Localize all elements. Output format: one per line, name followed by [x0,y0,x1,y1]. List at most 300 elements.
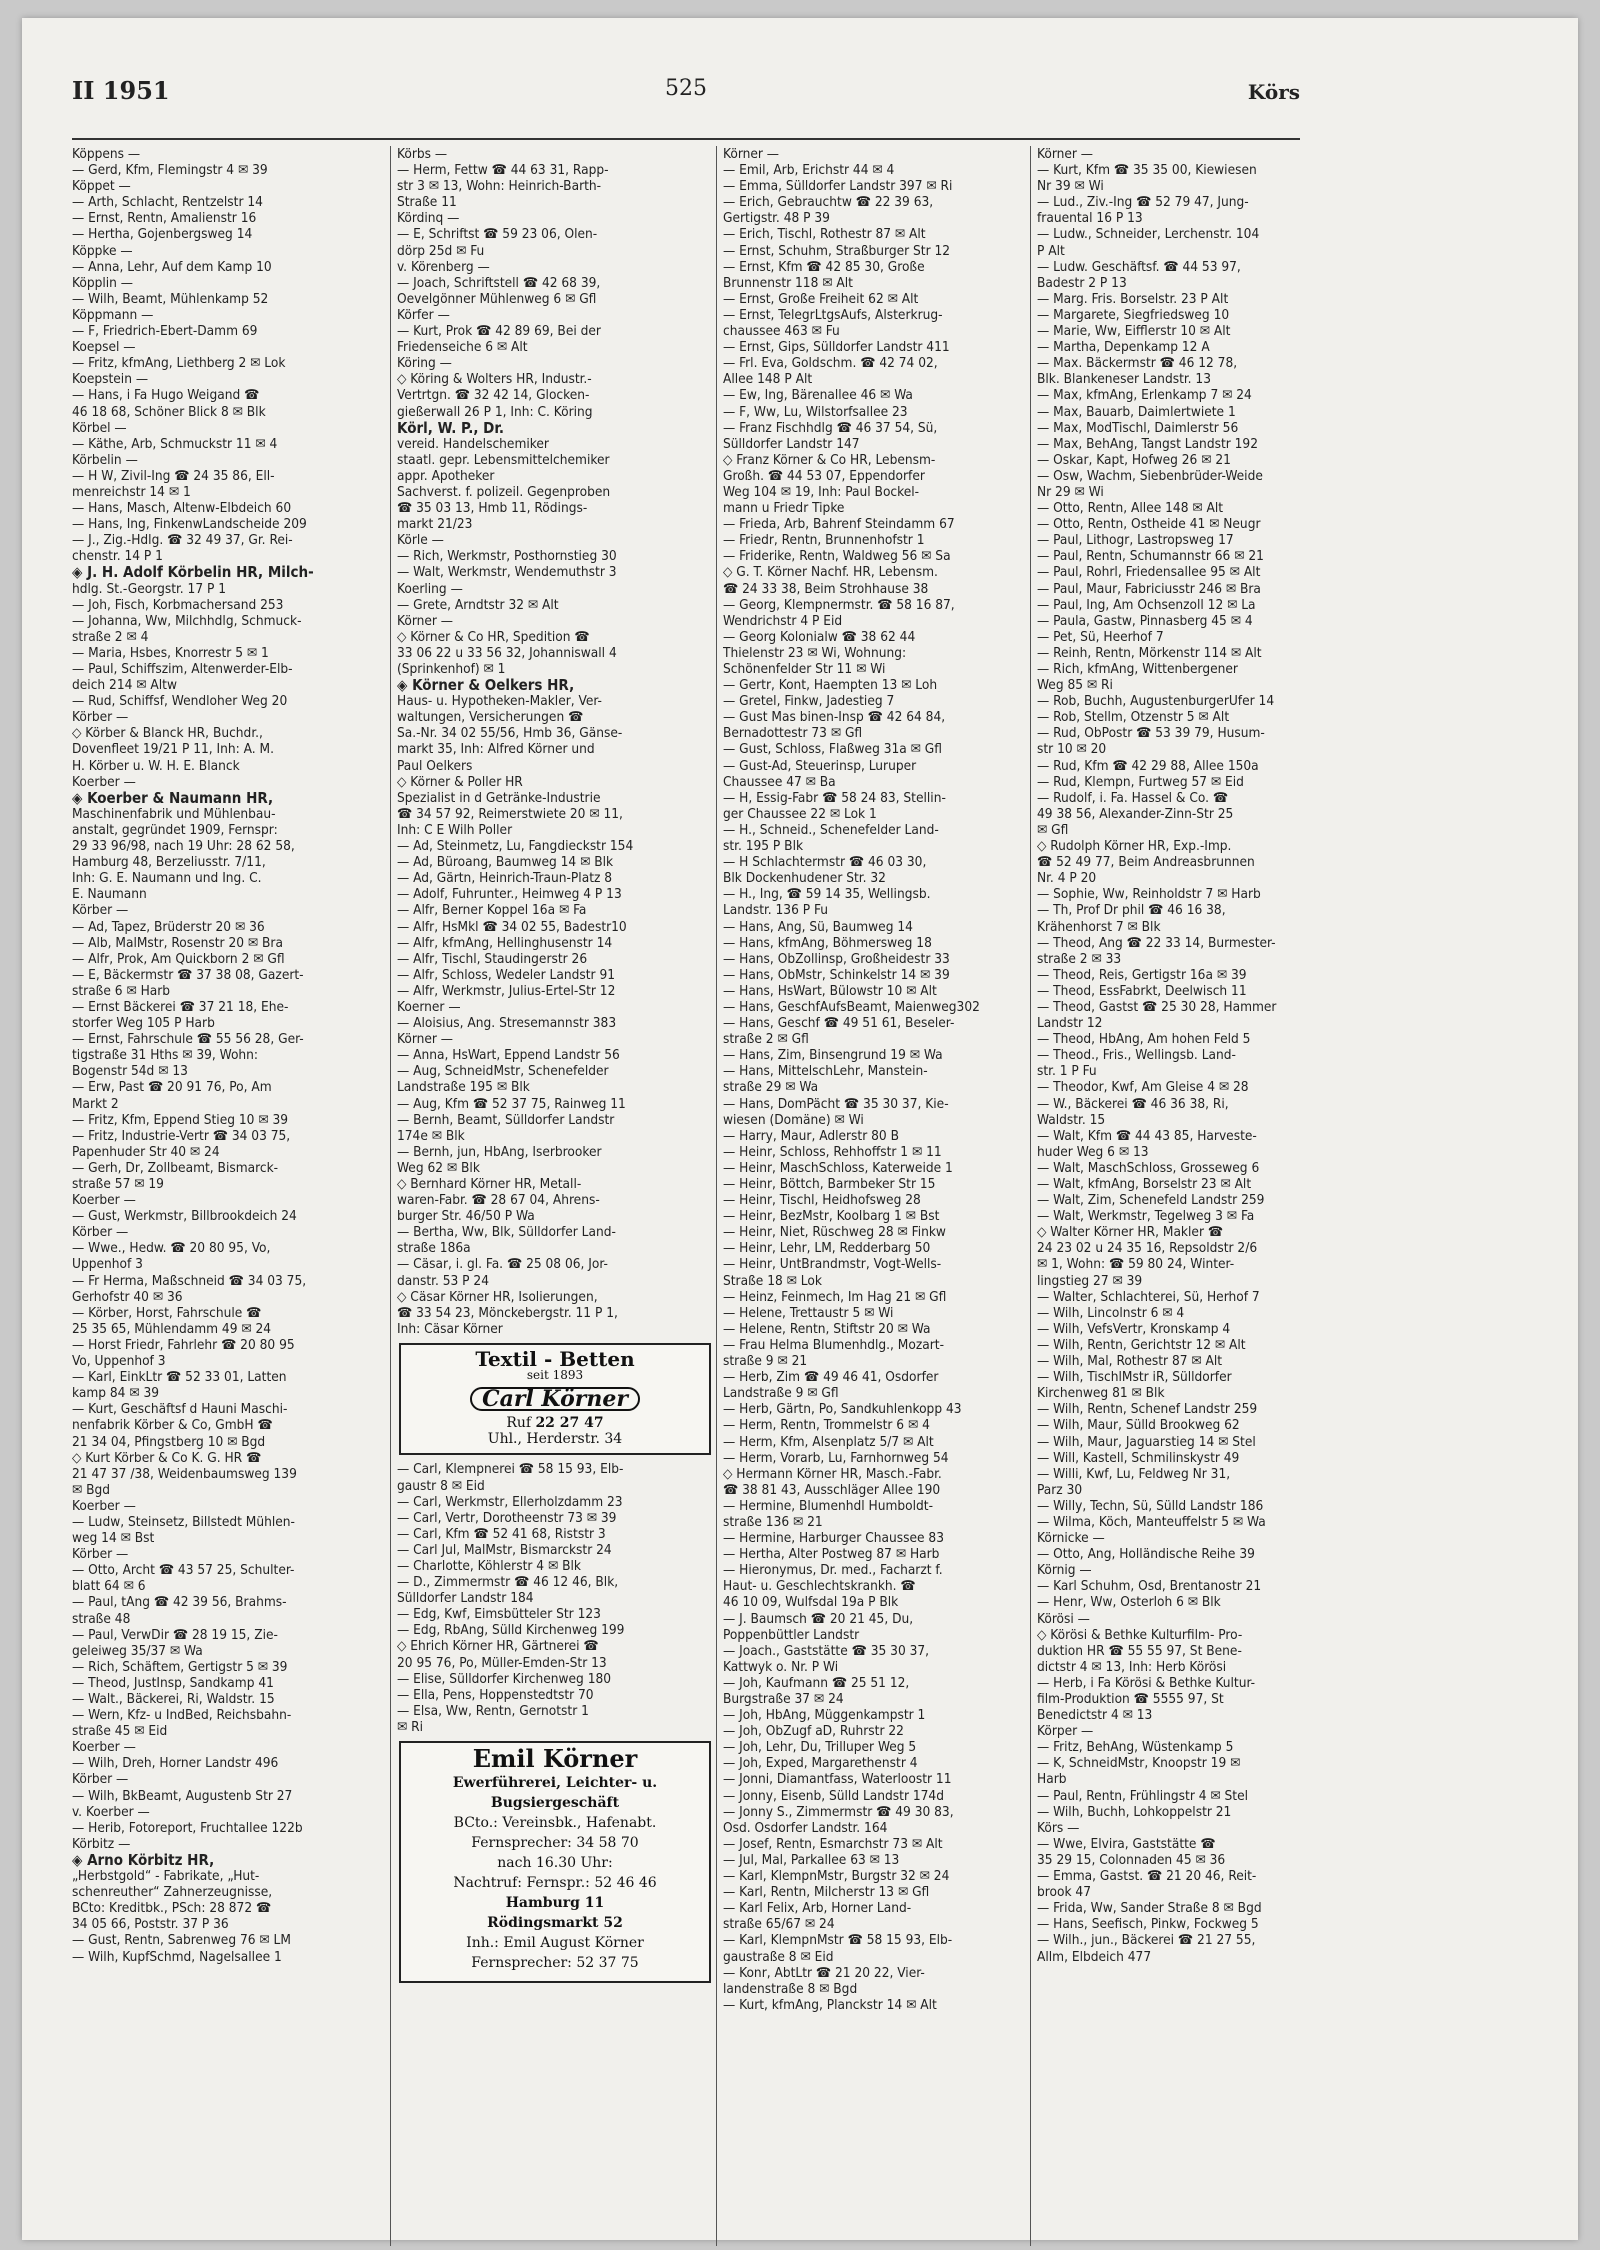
directory-entry: — Alfr, HsMkl ☎ 34 02 55, Badestr10 [397,918,627,935]
directory-entry: chenstr. 14 P 1 [72,548,163,565]
directory-entry: 25 35 65, Mühlendamm 49 ✉ 24 [72,1320,272,1337]
directory-entry: H. Körber u. W. H. E. Blanck [72,757,240,774]
directory-entry: — Ad, Steinmetz, Lu, Fangdieckstr 154 [397,838,634,855]
directory-entry: Kördinq — [397,210,460,227]
directory-entry: ger Chaussee 22 ✉ Lok 1 [723,805,877,822]
directory-entry: Badestr 2 P 13 [1037,274,1127,291]
directory-entry: Straße 18 ✉ Lok [723,1272,822,1289]
directory-entry: — Hans, Geschf ☎ 49 51 61, Beseler- [723,1015,955,1032]
directory-entry: Körl, W. P., Dr. [397,419,504,436]
directory-entry: — H W, Zivil-Ing ☎ 24 35 86, Ell- [72,467,275,484]
directory-entry: Koerber — [72,1497,136,1514]
directory-entry: — Theodor, Kwf, Am Gleise 4 ✉ 28 [1037,1079,1249,1096]
directory-entry: huder Weg 6 ✉ 13 [1037,1143,1149,1160]
directory-entry: Gertigstr. 48 P 39 [723,210,830,227]
directory-entry: Spezialist in d Getränke-Industrie [397,789,601,806]
ad-address: Uhl., Herderstr. 34 [487,1431,623,1448]
directory-entry: — Wilh., jun., Bäckerei ☎ 21 27 55, [1037,1932,1256,1949]
directory-entry: — Max, BehAng, Tangst Landstr 192 [1037,435,1258,452]
directory-entry: hdlg. St.-Georgstr. 17 P 1 [72,580,227,597]
directory-entry: Burgstraße 37 ✉ 24 [723,1691,844,1707]
directory-entry: Chaussee 47 ✉ Ba [723,773,836,790]
ad-line: Nachtruf: Fernspr.: 52 46 46 [453,1875,657,1892]
directory-entry: — Wilh, Rentn, Schenef Landstr 259 [1037,1401,1258,1418]
directory-entry: — J. Baumsch ☎ 20 21 45, Du, [723,1610,914,1627]
ad-line: Fernsprecher: 34 58 70 [471,1835,639,1852]
directory-entry: ☎ 34 57 92, Reimerstwiete 20 ✉ 11, [397,805,623,822]
directory-entry: ◇ Körösi & Bethke Kulturfilm- Pro- [1037,1626,1243,1643]
directory-entry: wiesen (Domäne) ✉ Wi [723,1111,864,1128]
directory-entry: ◇ Hermann Körner HR, Masch.-Fabr. [723,1465,942,1482]
directory-entry: landenstraße 8 ✉ Bgd [723,1980,858,1997]
directory-entry: — Heinr, UntBrandmstr, Vogt-Wells- [723,1256,942,1273]
directory-entry: — Wilh, BkBeamt, Augustenb Str 27 [72,1787,293,1804]
directory-entry: — Joh, HbAng, Müggenkampstr 1 [723,1707,926,1724]
directory-entry: Körnig — [1037,1562,1092,1579]
directory-entry: waren-Fabr. ☎ 28 67 04, Ahrens- [397,1192,600,1209]
directory-entry: 46 18 68, Schöner Blick 8 ✉ Blk [72,403,266,420]
directory-entry: ◇ Bernhard Körner HR, Metall- [397,1176,582,1192]
directory-entry: — Erich, Tischl, Rothestr 87 ✉ Alt [723,226,926,243]
directory-entry: deich 214 ✉ Altw [72,677,177,694]
directory-entry: — Kurt, kfmAng, Planckstr 14 ✉ Alt [723,1996,937,2013]
directory-entry: straße 186a [397,1240,471,1257]
directory-entry: — Edg, RbAng, Sülld Kirchenweg 199 [397,1622,625,1639]
directory-entry: — Paul, Rentn, Frühlingstr 4 ✉ Stel [1037,1787,1249,1804]
directory-entry: Bogenstr 54d ✉ 13 [72,1063,188,1080]
directory-entry: Koerber — [72,773,136,790]
directory-entry: — Wilh, Lincolnstr 6 ✉ 4 [1037,1304,1185,1321]
directory-entry: geleiweg 35/37 ✉ Wa [72,1642,203,1659]
directory-entry: 33 06 22 u 33 56 32, Johanniswall 4 [397,644,617,661]
directory-entry: Köring — [397,355,452,372]
directory-entry: — Alfr, Werkmstr, Julius-Ertel-Str 12 [397,982,616,999]
directory-entry: — Karl Schuhm, Osd, Brentanostr 21 [1037,1578,1262,1595]
directory-entry: — Fritz, kfmAng, Liethberg 2 ✉ Lok [72,355,286,372]
column-3 [716,146,1029,2246]
directory-entry: ◇ Rudolph Körner HR, Exp.-Imp. [1037,838,1232,855]
directory-entry: straße 136 ✉ 21 [723,1513,823,1530]
directory-entry: P Alt [1037,242,1065,259]
directory-entry: — Fritz, Industrie-Vertr ☎ 34 03 75, [72,1127,291,1144]
directory-entry: — Adolf, Fuhrunter., Heimweg 4 P 13 [397,886,622,903]
directory-entry: Körbelin — [72,451,138,468]
directory-entry: — Walt, Werkmstr, Tegelweg 3 ✉ Fa [1037,1208,1255,1225]
directory-entry: — Wilh, Rentn, Gerichtstr 12 ✉ Alt [1037,1336,1246,1353]
directory-entry: blatt 64 ✉ 6 [72,1578,146,1595]
page-header [72,76,1300,116]
directory-entry: Krähenhorst 7 ✉ Blk [1037,918,1161,935]
directory-entry: gießerwall 26 P 1, Inh: C. Köring [397,403,593,420]
directory-entry: Paul Oelkers [397,757,473,774]
directory-entry: — Fr Herma, Maßschneid ☎ 34 03 75, [72,1272,307,1289]
directory-entry: — Paul, tAng ☎ 42 39 56, Brahms- [72,1594,287,1611]
directory-entry: burger Str. 46/50 P Wa [397,1208,535,1225]
directory-entry: — Alfr, Prok, Am Quickborn 2 ✉ Gfl [72,950,285,967]
directory-entry: — Wilh, Beamt, Mühlenkamp 52 [72,290,269,307]
directory-entry: frauental 16 P 13 [1037,210,1143,227]
directory-entry: — Walt, kfmAng, Borselstr 23 ✉ Alt [1037,1176,1252,1192]
directory-entry: Haut- u. Geschlechtskrankh. ☎ [723,1578,916,1595]
directory-entry: Wendrichstr 4 P Eid [723,612,843,629]
directory-entry: — Frieda, Arb, Bahrenf Steindamm 67 [723,516,955,533]
directory-entry: Landstraße 9 ✉ Gfl [723,1385,839,1402]
directory-entry: Körper — [1037,1723,1094,1740]
directory-entry: — Theod, JustInsp, Sandkamp 41 [72,1674,274,1691]
directory-entry: — Wwe., Hedw. ☎ 20 80 95, Vo, [72,1240,271,1257]
directory-entry: — Friedr, Rentn, Brunnenhofstr 1 [723,532,925,549]
directory-entry: Nr 29 ✉ Wi [1037,483,1104,500]
directory-entry: — Emma, Sülldorfer Landstr 397 ✉ Ri [723,178,953,195]
directory-entry: — Hans, DomPächt ☎ 35 30 37, Kie- [723,1095,949,1112]
directory-entry: — Max, kfmAng, Erlenkamp 7 ✉ 24 [1037,387,1252,404]
directory-entry: Nr 39 ✉ Wi [1037,178,1104,195]
directory-entry: — Franz Fischhdlg ☎ 46 37 54, Sü, [723,419,938,436]
directory-entry: — Paul, Rentn, Schumannstr 66 ✉ 21 [1037,548,1264,565]
ad-title: Emil Körner [472,1744,638,1773]
directory-entry: film-Produktion ☎ 5555 97, St [1037,1691,1224,1707]
directory-entry: Körnicke — [1037,1530,1105,1547]
directory-entry: gaustr 8 ✉ Eid [397,1477,485,1494]
directory-entry: — Grete, Arndtstr 32 ✉ Alt [397,596,559,613]
directory-entry: str. 1 P Fu [1037,1063,1097,1080]
directory-entry: — Reinh, Rentn, Mörkenstr 114 ✉ Alt [1037,644,1262,661]
directory-entry: Koerling — [397,580,463,597]
column-2 [390,146,715,2246]
directory-entry: — Ernst, Gips, Sülldorfer Landstr 411 [723,339,950,356]
directory-entry: Bernadottestr 73 ✉ Gfl [723,725,863,742]
directory-entry: Koepsel — [72,339,136,356]
directory-entry: Vo, Uppenhof 3 [72,1353,166,1370]
directory-entry: Weg 62 ✉ Blk [397,1159,480,1176]
directory-entry: — Körber, Horst, Fahrschule ☎ [72,1304,262,1321]
directory-entry: — Joach, Schriftstell ☎ 42 68 39, [397,274,601,291]
directory-entry: ✉ Ri [397,1718,424,1735]
directory-entry: — Kurt, Prok ☎ 42 89 69, Bei der [397,323,601,340]
directory-entry: ✉ Gfl [1037,821,1069,838]
directory-entry: str 10 ✉ 20 [1037,741,1107,758]
directory-entry: — Cäsar, i. gl. Fa. ☎ 25 08 06, Jor- [397,1256,608,1273]
ad-line: Hamburg 11 [505,1895,605,1912]
directory-entry: straße 2 ✉ 33 [1037,950,1122,967]
ad-title: Textil - Betten [475,1346,635,1371]
directory-entry: Körbs — [397,146,448,162]
directory-entry: — Bernh, Beamt, Sülldorfer Landstr [397,1111,615,1128]
directory-entry: — Horst Friedr, Fahrlehr ☎ 20 80 95 [72,1336,295,1353]
directory-entry: — Rud, Schiffsf, Wendloher Weg 20 [72,693,288,710]
directory-entry: Osd. Osdorfer Landstr. 164 [723,1819,888,1836]
ad-emil-koerner [399,1741,711,1983]
directory-entry: — Heinr, MaschSchloss, Katerweide 1 [723,1159,953,1176]
directory-entry: — Wilh, TischlMstr iR, Sülldorfer [1037,1369,1232,1386]
directory-entry: — Georg, Klempnermstr. ☎ 58 16 87, [723,596,955,613]
directory-entry: straße 45 ✉ Eid [72,1723,168,1740]
directory-entry: Benedictstr 4 ✉ 13 [1037,1707,1153,1724]
directory-entry: — Hans, Seefisch, Pinkw, Fockweg 5 [1037,1916,1259,1933]
directory-entry: — Ernst Bäckerei ☎ 37 21 18, Ehe- [72,998,289,1015]
directory-entry: Allm, Elbdeich 477 [1037,1948,1152,1965]
directory-entry: — Theod, Reis, Gertigstr 16a ✉ 39 [1037,966,1247,983]
directory-entry: — Herb, Gärtn, Po, Sandkuhlenkopp 43 [723,1401,962,1418]
directory-entry: — Hans, ObZollinsp, Großheidestr 33 [723,950,950,967]
section-year: II 1951 [72,76,170,105]
directory-entry: — Elise, Sülldorfer Kirchenweg 180 [397,1670,612,1687]
directory-entry: — Rich, Werkmstr, Posthornstieg 30 [397,548,617,565]
directory-entry: ☎ 35 03 13, Hmb 11, Rödings- [397,500,588,517]
directory-entry: Köppens — [72,146,141,162]
directory-entry: str 3 ✉ 13, Wohn: Heinrich-Barth- [397,178,602,195]
directory-entry: — Ella, Pens, Hoppenstedtstr 70 [397,1686,594,1703]
directory-entry: vereid. Handelschemiker [397,435,549,452]
directory-entry: — Frau Helma Blumenhdlg., Mozart- [723,1336,944,1353]
directory-entry: — Aug, SchneidMstr, Schenefelder [397,1063,609,1080]
directory-entry: Körber — [72,902,129,919]
ad-line: Ewerführerei, Leichter- u. [452,1775,658,1792]
directory-entry: — Gertr, Kont, Haempten 13 ✉ Loh [723,677,938,694]
directory-entry: — Gust, Rentn, Sabrenweg 76 ✉ LM [72,1932,291,1949]
directory-entry: Körbel — [72,419,127,436]
directory-entry: — Otto, Rentn, Ostheide 41 ✉ Neugr [1037,516,1261,533]
directory-entry: Markt 2 [72,1095,119,1112]
directory-entry: Brunnenstr 118 ✉ Alt [723,274,853,291]
directory-entry: — Hans, Masch, Altenw-Elbdeich 60 [72,500,292,517]
directory-entry: — Wilh, KupfSchmd, Nagelsallee 1 [72,1948,282,1965]
directory-entry: Straße 11 [397,194,457,211]
ad-line: Rödingsmarkt 52 [487,1915,623,1932]
directory-entry: — Ernst, Kfm ☎ 42 85 30, Große [723,258,925,275]
directory-entry: menreichstr 14 ✉ 1 [72,483,191,500]
directory-entry: Körösi — [1037,1610,1090,1627]
directory-entry: Körber — [72,709,129,726]
directory-entry: — Joh, Exped, Margarethenstr 4 [723,1755,918,1772]
directory-entry: Weg 85 ✉ Ri [1037,677,1113,694]
directory-entry: 21 47 37 /38, Weidenbaumsweg 139 [72,1465,297,1482]
directory-entry: Kattwyk o. Nr. P Wi [723,1658,839,1675]
directory-entry: ✉ 1, Wohn: ☎ 59 80 24, Winter- [1037,1256,1235,1273]
directory-entry: Köppet — [72,178,131,195]
directory-entry: — Paul, Lithogr, Lastropsweg 17 [1037,532,1234,549]
directory-entry: — H., Schneid., Schenefelder Land- [723,821,939,838]
directory-entry: — Hans, GeschfAufsBeamt, Maienweg302 [723,998,980,1015]
directory-entry: — Carl, Klempnerei ☎ 58 15 93, Elb- [397,1461,624,1478]
directory-entry: — Wilh, Dreh, Horner Landstr 496 [72,1755,279,1772]
directory-entry: — Ernst, Fahrschule ☎ 55 56 28, Ger- [72,1031,304,1048]
directory-entry: Landstr 12 [1037,1015,1103,1032]
directory-entry: Harb [1037,1771,1067,1788]
directory-entry: Koerber — [72,1739,136,1756]
directory-entry: Körber — [72,1771,129,1788]
directory-entry: — Rudolf, i. Fa. Hassel & Co. ☎ [1037,789,1229,806]
directory-entry: Körner — [723,146,780,162]
directory-entry: straße 57 ✉ 19 [72,1176,164,1192]
column-1 [72,146,394,2246]
directory-entry: straße 2 ✉ Gfl [723,1031,809,1048]
directory-entry: — Carl, Kfm ☎ 52 41 68, Riststr 3 [397,1525,606,1542]
directory-entry: 20 95 76, Po, Müller-Emden-Str 13 [397,1654,607,1671]
directory-entry: ☎ 38 81 43, Ausschläger Allee 190 [723,1481,941,1498]
directory-entry: — Elsa, Ww, Rentn, Gernotstr 1 [397,1702,589,1719]
directory-entry: — Hieronymus, Dr. med., Facharzt f. [723,1562,943,1579]
directory-entry: — Heinr, Tischl, Heidhofsweg 28 [723,1192,921,1209]
directory-entry: nenfabrik Körber & Co, GmbH ☎ [72,1417,273,1434]
directory-entry: — Willi, Kwf, Lu, Feldweg Nr 31, [1037,1465,1231,1482]
directory-entry: — Gust Mas binen-Insp ☎ 42 64 84, [723,709,946,726]
directory-entry: anstalt, gegründet 1909, Fernspr: [72,821,278,838]
directory-entry: — Paul, Ing, Am Ochsenzoll 12 ✉ La [1037,596,1256,613]
directory-entry: — Charlotte, Köhlerstr 4 ✉ Blk [397,1557,581,1574]
directory-entry: — Georg Kolonialw ☎ 38 62 44 [723,628,916,645]
directory-entry: — Jonny S., Zimmermstr ☎ 49 30 83, [723,1803,954,1820]
directory-entry: — Alfr, Schloss, Wedeler Landstr 91 [397,966,616,983]
ad-line: nach 16.30 Uhr: [497,1855,613,1872]
directory-entry: — Willy, Techn, Sü, Sülld Landstr 186 [1037,1497,1264,1514]
directory-entry: Blk Dockenhudener Str. 32 [723,870,886,887]
directory-entry: — Walt, Kfm ☎ 44 43 85, Harveste- [1037,1127,1257,1144]
directory-entry: — Helene, Trettaustr 5 ✉ Wi [723,1304,894,1321]
directory-entry: straße 29 ✉ Wa [723,1079,819,1096]
header-rule [72,138,1300,140]
directory-entry: — Theod., Fris., Wellingsb. Land- [1037,1047,1236,1064]
directory-entry: — Bernh, jun, HbAng, Iserbrooker [397,1143,602,1160]
directory-entry: 35 29 15, Colonnaden 45 ✉ 36 [1037,1851,1226,1868]
directory-entry: — Ludw. Geschäftsf. ☎ 44 53 97, [1037,258,1241,275]
directory-entry: — Wwe, Elvira, Gaststätte ☎ [1037,1835,1216,1852]
directory-entry: ◇ Körber & Blanck HR, Buchdr., [72,725,263,742]
directory-entry: — Heinr, Lehr, LM, Redderbarg 50 [723,1240,931,1257]
directory-entry: — Hans, Ang, Sü, Baumweg 14 [723,918,913,935]
directory-entry: — F, Friedrich-Ebert-Damm 69 [72,323,258,340]
directory-entry: Poppenbüttler Landstr [723,1626,860,1643]
directory-entry: Weg 104 ✉ 19, Inh: Paul Bockel- [723,483,920,500]
directory-entry: — Herm, Rentn, Trommelstr 6 ✉ 4 [723,1417,930,1434]
directory-entry: — Ernst, TelegrLtgsAufs, Alsterkrug- [723,306,943,323]
directory-entry: — Max, Bauarb, Daimlertwiete 1 [1037,403,1236,420]
directory-entry: Parz 30 [1037,1481,1083,1498]
ad-line: Inh.: Emil August Körner [466,1935,644,1952]
directory-entry: 24 23 02 u 24 35 16, Repsoldstr 2/6 [1037,1240,1258,1257]
directory-entry: Vertrtgn. ☎ 32 42 14, Glocken- [397,387,590,404]
directory-entry: 29 33 96/98, nach 19 Uhr: 28 62 58, [72,838,295,855]
directory-entry: — Emma, Gastst. ☎ 21 20 46, Reit- [1037,1868,1257,1885]
directory-entry: — Th, Prof Dr phil ☎ 46 16 38, [1037,902,1226,919]
directory-entry: — Marie, Ww, Eifflerstr 10 ✉ Alt [1037,323,1231,340]
directory-entry: — Walter, Schlachterei, Sü, Herhof 7 [1037,1288,1260,1305]
directory-entry: — Herm, Fettw ☎ 44 63 31, Rapp- [397,162,609,179]
directory-entry: — Hans, ObMstr, Schinkelstr 14 ✉ 39 [723,966,950,983]
directory-entry: — Karl, EinkLtr ☎ 52 33 01, Latten [72,1369,287,1386]
directory-entry: BCto: Kreditbk., PSch: 28 872 ☎ [72,1900,272,1917]
directory-entry: — Hans, Ing, FinkenwLandscheide 209 [72,516,307,533]
directory-entry: — Carl Jul, MalMstr, Bismarckstr 24 [397,1541,612,1558]
directory-entry: — Wilh, Mal, Rothestr 87 ✉ Alt [1037,1353,1223,1370]
directory-entry: Papenhuder Str 40 ✉ 24 [72,1143,220,1160]
directory-entry: — Herm, Kfm, Alsenplatz 5/7 ✉ Alt [723,1433,934,1450]
directory-entry: Dovenfleet 19/21 P 11, Inh: A. M. [72,741,274,758]
directory-entry: Großh. ☎ 44 53 07, Eppendorfer [723,467,925,484]
directory-entry: — Ad, Büroang, Baumweg 14 ✉ Blk [397,854,614,871]
brand-logo: Carl Körner [470,1387,640,1411]
directory-entry: — Jul, Mal, Parkallee 63 ✉ 13 [723,1851,900,1868]
directory-entry: — Heinr, Schloss, Rehhoffstr 1 ✉ 11 [723,1143,942,1160]
directory-entry: — Gerh, Dr, Zollbeamt, Bismarck- [72,1159,279,1176]
directory-entry: — Paula, Gastw, Pinnasberg 45 ✉ 4 [1037,612,1253,629]
directory-entry: — Max, ModTischl, Daimlerstr 56 [1037,419,1239,436]
directory-entry: Uppenhof 3 [72,1256,143,1273]
directory-entry: Körs — [1037,1819,1080,1836]
directory-entry: ☎ 52 49 77, Beim Andreasbrunnen [1037,854,1255,871]
directory-entry: — H., Ing, ☎ 59 14 35, Wellingsb. [723,886,931,903]
directory-entry: — Paul, Maur, Fabriciusstr 246 ✉ Bra [1037,580,1261,597]
ad-line: Bugsiergeschäft [490,1795,620,1812]
directory-entry: — Theod, Ang ☎ 22 33 14, Burmester- [1037,934,1276,951]
directory-entry: — Oskar, Kapt, Hofweg 26 ✉ 21 [1037,451,1231,468]
directory-entry: Hamburg 48, Berzeliusstr. 7/11, [72,854,266,871]
directory-entry: ◇ Kurt Körber & Co K. G. HR ☎ [72,1449,262,1466]
directory-entry: — Ludw, Steinsetz, Billstedt Mühlen- [72,1513,295,1530]
directory-entry: — Friderike, Rentn, Waldweg 56 ✉ Sa [723,548,951,565]
directory-entry: duktion HR ☎ 55 55 97, St Bene- [1037,1642,1242,1659]
directory-entry: — H, Essig-Fabr ☎ 58 24 83, Stellin- [723,789,946,806]
directory-entry: E. Naumann [72,886,147,903]
directory-entry: Köpplin — [72,274,134,291]
directory-entry: — Joh, ObZugf aD, Ruhrstr 22 [723,1723,904,1740]
directory-entry: — Bertha, Ww, Blk, Sülldorfer Land- [397,1224,616,1241]
directory-entry: — Max. Bäckermstr ☎ 46 12 78, [1037,355,1238,372]
directory-entry: — Konr, AbtLtr ☎ 21 20 22, Vier- [723,1964,925,1981]
directory-entry: — Otto, Rentn, Allee 148 ✉ Alt [1037,500,1224,517]
directory-entry: ◇ Ehrich Körner HR, Gärtnerei ☎ [397,1638,599,1655]
directory-entry: Sa.-Nr. 34 02 55/56, Hmb 36, Gänse- [397,725,623,742]
directory-entry: — Karl Felix, Arb, Horner Land- [723,1900,912,1917]
directory-entry: tigstraße 31 Hths ✉ 39, Wohn: [72,1047,259,1064]
directory-entry: — Wilh, Maur, Jaguarstieg 14 ✉ Stel [1037,1433,1256,1450]
directory-entry: — Wilh, Buchh, Lohkoppelstr 21 [1037,1803,1232,1820]
directory-entry: — Hans, MittelschLehr, Manstein- [723,1063,928,1080]
directory-entry: — Henr, Ww, Osterloh 6 ✉ Blk [1037,1594,1221,1611]
directory-entry: ◇ Köring & Wolters HR, Industr.- [397,371,592,388]
ad-line: Fernsprecher: 52 37 75 [471,1955,639,1972]
directory-entry: straße 6 ✉ Harb [72,982,171,999]
directory-entry: — Herm, Vorarb, Lu, Farnhornweg 54 [723,1449,949,1466]
directory-entry: str. 195 P Blk [723,838,804,855]
directory-entry: ◇ Cäsar Körner HR, Isolierungen, [397,1288,598,1305]
directory-entry: Waldstr. 15 [1037,1111,1106,1128]
directory-entry: — Emil, Arb, Erichstr 44 ✉ 4 [723,162,895,179]
directory-entry: — Wern, Kfz- u IndBed, Reichsbahn- [72,1707,292,1724]
directory-entry: — Heinr, BezMstr, Koolbarg 1 ✉ Bst [723,1208,940,1225]
directory-entry: — Marg. Fris. Borselstr. 23 P Alt [1037,290,1229,307]
directory-entry: lingstieg 27 ✉ 39 [1037,1272,1143,1289]
directory-entry: Koepstein — [72,371,149,388]
directory-entry: — Frida, Ww, Sander Straße 8 ✉ Bgd [1037,1900,1262,1917]
directory-entry: — Rud, Kfm ☎ 42 29 88, Allee 150a [1037,757,1259,774]
directory-entry: (Sprinkenhof) ✉ 1 [397,661,506,677]
directory-entry: ◇ Körner & Poller HR [397,773,523,790]
directory-entry: — Karl, Rentn, Milcherstr 13 ✉ Gfl [723,1884,930,1901]
directory-entry: — Rob, Stellm, Otzenstr 5 ✉ Alt [1037,709,1230,726]
directory-entry: Friedenseiche 6 ✉ Alt [397,339,528,356]
directory-entry: Blk. Blankeneser Landstr. 13 [1037,371,1211,388]
directory-entry: 46 10 09, Wulfsdal 19a P Blk [723,1594,899,1611]
directory-entry: — Gust, Werkmstr, Billbrookdeich 24 [72,1208,297,1225]
directory-entry: — D., Zimmermstr ☎ 46 12 46, Blk, [397,1574,619,1591]
directory-entry: ◇ G. T. Körner Nachf. HR, Lebensm. [723,564,938,581]
directory-entry: — Paul, VerwDir ☎ 28 19 15, Zie- [72,1626,278,1643]
directory-entry: — Hertha, Alter Postweg 87 ✉ Harb [723,1546,940,1563]
directory-entry: — Walt, Zim, Schenefeld Landstr 259 [1037,1192,1265,1209]
directory-entry: — Ew, Ing, Bärenallee 46 ✉ Wa [723,387,913,404]
column-4 [1030,146,1307,2246]
